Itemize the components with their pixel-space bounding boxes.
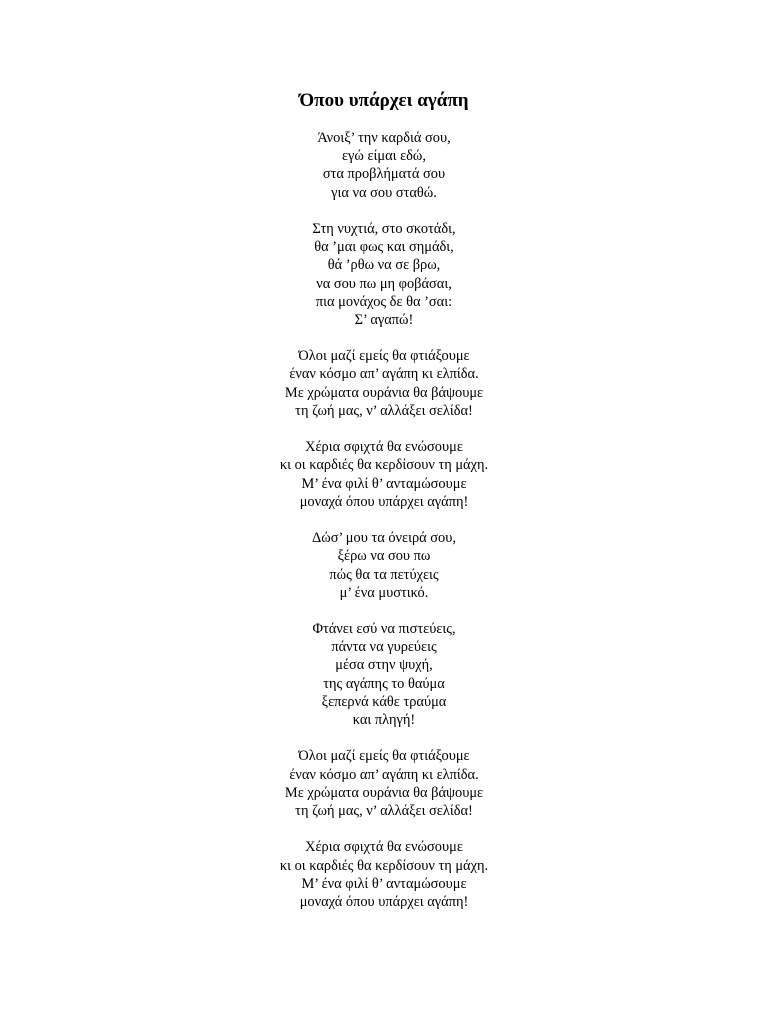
poem-line: για να σου σταθώ.: [331, 184, 437, 201]
poem-line: ξέρω να σου πω: [337, 548, 431, 565]
poem-line: τη ζωή μας, ν’ αλλάξει σελίδα!: [295, 402, 473, 419]
poem-line: θα ’μαι φως και σημάδι,: [314, 239, 454, 256]
poem-line: της αγάπης το θαύμα: [323, 675, 445, 692]
poem-stanza: [0, 747, 768, 820]
poem-body: [0, 129, 768, 929]
poem-line: Χέρια σφιχτά θα ενώσουμε: [305, 839, 463, 856]
poem-line: θά ’ρθω να σε βρω,: [327, 257, 441, 274]
poem-line: ξεπερνά κάθε τραύμα: [321, 693, 447, 710]
poem-line: και πληγή!: [352, 712, 416, 728]
poem-line: εγώ είμαι εδώ,: [341, 148, 426, 165]
poem-line: κι οι καρδιές θα κερδίσουν τη μάχη.: [279, 857, 489, 874]
poem-line: Σ’ αγαπώ!: [354, 311, 414, 328]
poem-line: Φτάνει εσύ να πιστεύεις,: [312, 621, 456, 638]
poem-line: πάντα να γυρεύεις: [331, 639, 437, 656]
poem-line: Άνοιξ’ την καρδιά σου,: [317, 130, 451, 146]
poem-stanza: [0, 129, 768, 202]
poem-line: Δώσ’ μου τα όνειρά σου,: [312, 530, 456, 547]
poem-stanza: [0, 438, 768, 511]
poem-stanza: [0, 838, 768, 911]
poem-line: στα προβλήματά σου: [322, 166, 446, 183]
poem-line: μέσα στην ψυχή,: [335, 657, 433, 674]
poem-line: να σου πω μη φοβάσαι,: [316, 275, 452, 292]
poem-line: κι οι καρδιές θα κερδίσουν τη μάχη.: [279, 457, 489, 474]
poem-stanza: [0, 529, 768, 602]
poem-line: έναν κόσμο απ’ αγάπη κι ελπίδα.: [289, 366, 479, 383]
poem-line: Όλοι μαζί εμείς θα φτιάξουμε: [298, 348, 470, 365]
poem-line: πώς θα τα πετύχεις: [329, 566, 439, 583]
poem-stanza: [0, 347, 768, 420]
poem-line: Μ’ ένα φιλί θ’ ανταμώσουμε: [301, 875, 467, 892]
poem-line: έναν κόσμο απ’ αγάπη κι ελπίδα.: [289, 766, 479, 783]
poem-stanza: [0, 620, 768, 729]
poem-line: μ’ ένα μυστικό.: [339, 584, 429, 601]
poem-line: Όλοι μαζί εμείς θα φτιάξουμε: [298, 748, 470, 765]
poem-line: πια μονάχος δε θα ’σαι:: [315, 293, 453, 310]
poem-title: Όπου υπάρχει αγάπη: [299, 90, 469, 111]
poem-line: μοναχά όπου υπάρχει αγάπη!: [299, 493, 469, 510]
poem-line: Με χρώματα ουράνια θα βάψουμε: [284, 784, 484, 801]
poem-line: Στη νυχτιά, στο σκοτάδι,: [312, 220, 456, 237]
poem-line: Χέρια σφιχτά θα ενώσουμε: [305, 439, 463, 456]
poem-line: μοναχά όπου υπάρχει αγάπη!: [299, 893, 469, 910]
poem-line: Μ’ ένα φιλί θ’ ανταμώσουμε: [301, 475, 467, 492]
poem-stanza: [0, 220, 768, 329]
poem-line: Με χρώματα ουράνια θα βάψουμε: [284, 384, 484, 401]
poem-line: τη ζωή μας, ν’ αλλάξει σελίδα!: [295, 802, 473, 819]
